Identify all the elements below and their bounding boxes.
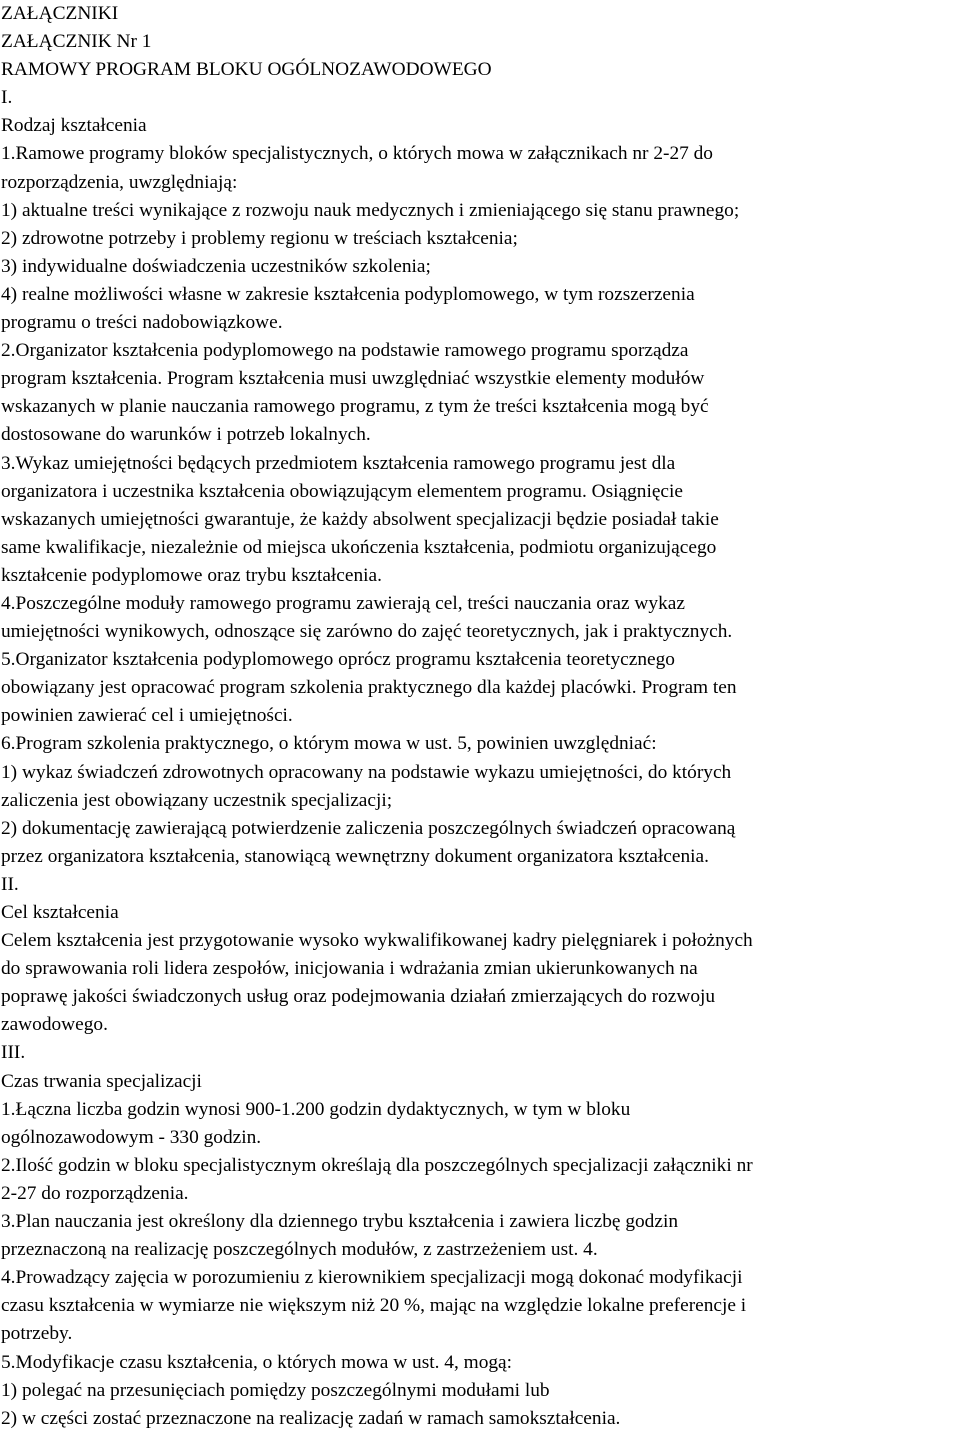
text-line: ogólnozawodowym - 330 godzin. — [1, 1126, 262, 1148]
text-line: organizatora i uczestnika kształcenia obowiązującym elementem programu. Osiągnięcie — [1, 480, 683, 502]
text-line: dostosowane do warunków i potrzeb lokalnych. — [1, 424, 371, 446]
text-line: 4) realne możliwości własne w zakresie kształcenia podyplomowego, w tym rozszerzenia — [1, 283, 695, 305]
text-line: poprawę jakości świadczonych usług oraz podejmowania działań zmierzających do rozwoju — [1, 986, 716, 1008]
text-line: RAMOWY PROGRAM BLOKU OGÓLNOZAWODOWEGO — [1, 59, 492, 81]
text-line: zaliczenia jest obowiązany uczestnik specjalizacji; — [1, 789, 393, 811]
text-line: do sprawowania roli lidera zespołów, inicjowania i wdrażania zmian ukierunkowanych na — [1, 958, 698, 980]
text-line: przez organizatora kształcenia, stanowiącą wewnętrzny dokument organizatora kształcenia. — [1, 845, 709, 867]
text-line: 5.Modyfikacje czasu kształcenia, o których mowa w ust. 4, mogą: — [1, 1351, 513, 1373]
text-line: 2) dokumentację zawierającą potwierdzenie zaliczenia poszczególnych świadczeń opracowaną — [1, 817, 736, 839]
text-line: wskazanych w planie nauczania ramowego programu, z tym że treści kształcenia mogą być — [1, 396, 709, 418]
text-line: umiejętności wynikowych, odnoszące się zarówno do zajęć teoretycznych, jak i praktycznych. — [1, 621, 733, 643]
text-line: kształcenie podyplomowe oraz trybu kształcenia. — [1, 564, 382, 586]
text-line: wskazanych umiejętności gwarantuje, że każdy absolwent specjalizacji będzie posiadał takie — [1, 508, 719, 530]
text-line: programu o treści nadobowiązkowe. — [1, 312, 283, 334]
text-line: 1.Ramowe programy bloków specjalistycznych, o których mowa w załącznikach nr 2-27 do — [1, 143, 713, 165]
text-line: 4.Prowadzący zajęcia w porozumieniu z kierownikiem specjalizacji mogą dokonać modyfikacji — [1, 1267, 743, 1289]
text-line: ZAŁĄCZNIKI — [1, 3, 119, 24]
text-line: Czas trwania specjalizacji — [1, 1070, 202, 1092]
text-line: rozporządzenia, uwzględniają: — [1, 171, 238, 193]
text-line: 3.Plan nauczania jest określony dla dziennego trybu kształcenia i zawiera liczbę godzin — [1, 1211, 679, 1233]
text-line: 1.Łączna liczba godzin wynosi 900-1.200 godzin dydaktycznych, w tym w bloku — [1, 1098, 631, 1120]
text-line: czasu kształcenia w wymiarze nie większym niż 20 %, mając na względzie lokalne preferencje i — [1, 1295, 747, 1317]
text-line: I. — [1, 87, 13, 109]
text-line: 5.Organizator kształcenia podyplomowego oprócz programu kształcenia teoretycznego — [1, 649, 675, 671]
text-line: II. — [1, 873, 19, 895]
text-line: program kształcenia. Program kształcenia musi uwzględniać wszystkie elementy modułów — [1, 368, 705, 390]
text-line: 1) aktualne treści wynikające z rozwoju nauk medycznych i zmieniającego się stanu prawnego; — [1, 199, 740, 221]
text-line: same kwalifikacje, niezależnie od miejsca ukończenia kształcenia, podmiotu organizującego — [1, 536, 717, 558]
text-line: 3) indywidualne doświadczenia uczestników szkolenia; — [1, 255, 431, 277]
text-line: 2.Ilość godzin w bloku specjalistycznym określają dla poszczególnych specjalizacji załączniki nr — [1, 1154, 753, 1176]
text-line: 2) w części zostać przeznaczone na realizację zadań w ramach samokształcenia. — [1, 1407, 621, 1429]
document-body — [1, 0, 959, 1433]
text-line: 1) wykaz świadczeń zdrowotnych opracowany na podstawie wykazu umiejętności, do których — [1, 761, 732, 783]
text-line: 6.Program szkolenia praktycznego, o którym mowa w ust. 5, powinien uwzględniać: — [1, 733, 657, 755]
text-line: 4.Poszczególne moduły ramowego programu zawierają cel, treści nauczania oraz wykaz — [1, 592, 685, 614]
text-line: zawodowego. — [1, 1014, 108, 1036]
text-line: 1) polegać na przesunięciach pomiędzy poszczególnymi modułami lub — [1, 1379, 550, 1401]
text-line: Cel kształcenia — [1, 902, 119, 923]
text-line: 3.Wykaz umiejętności będących przedmiotem kształcenia ramowego programu jest dla — [1, 452, 676, 474]
text-line: Rodzaj kształcenia — [1, 115, 147, 137]
text-line: III. — [1, 1042, 26, 1064]
text-line: Celem kształcenia jest przygotowanie wysoko wykwalifikowanej kadry pielęgniarek i położnych — [1, 930, 753, 952]
text-line: 2-27 do rozporządzenia. — [1, 1182, 189, 1204]
text-line: przeznaczoną na realizację poszczególnych modułów, z zastrzeżeniem ust. 4. — [1, 1239, 598, 1261]
text-line: potrzeby. — [1, 1323, 73, 1345]
text-line: 2) zdrowotne potrzeby i problemy regionu w treściach kształcenia; — [1, 227, 518, 249]
text-line: obowiązany jest opracować program szkolenia praktycznego dla każdej placówki. Program ten — [1, 677, 737, 699]
text-line: ZAŁĄCZNIK Nr 1 — [1, 31, 152, 53]
text-line: 2.Organizator kształcenia podyplomowego na podstawie ramowego programu sporządza — [1, 340, 689, 362]
text-line: powinien zawierać cel i umiejętności. — [1, 705, 293, 727]
